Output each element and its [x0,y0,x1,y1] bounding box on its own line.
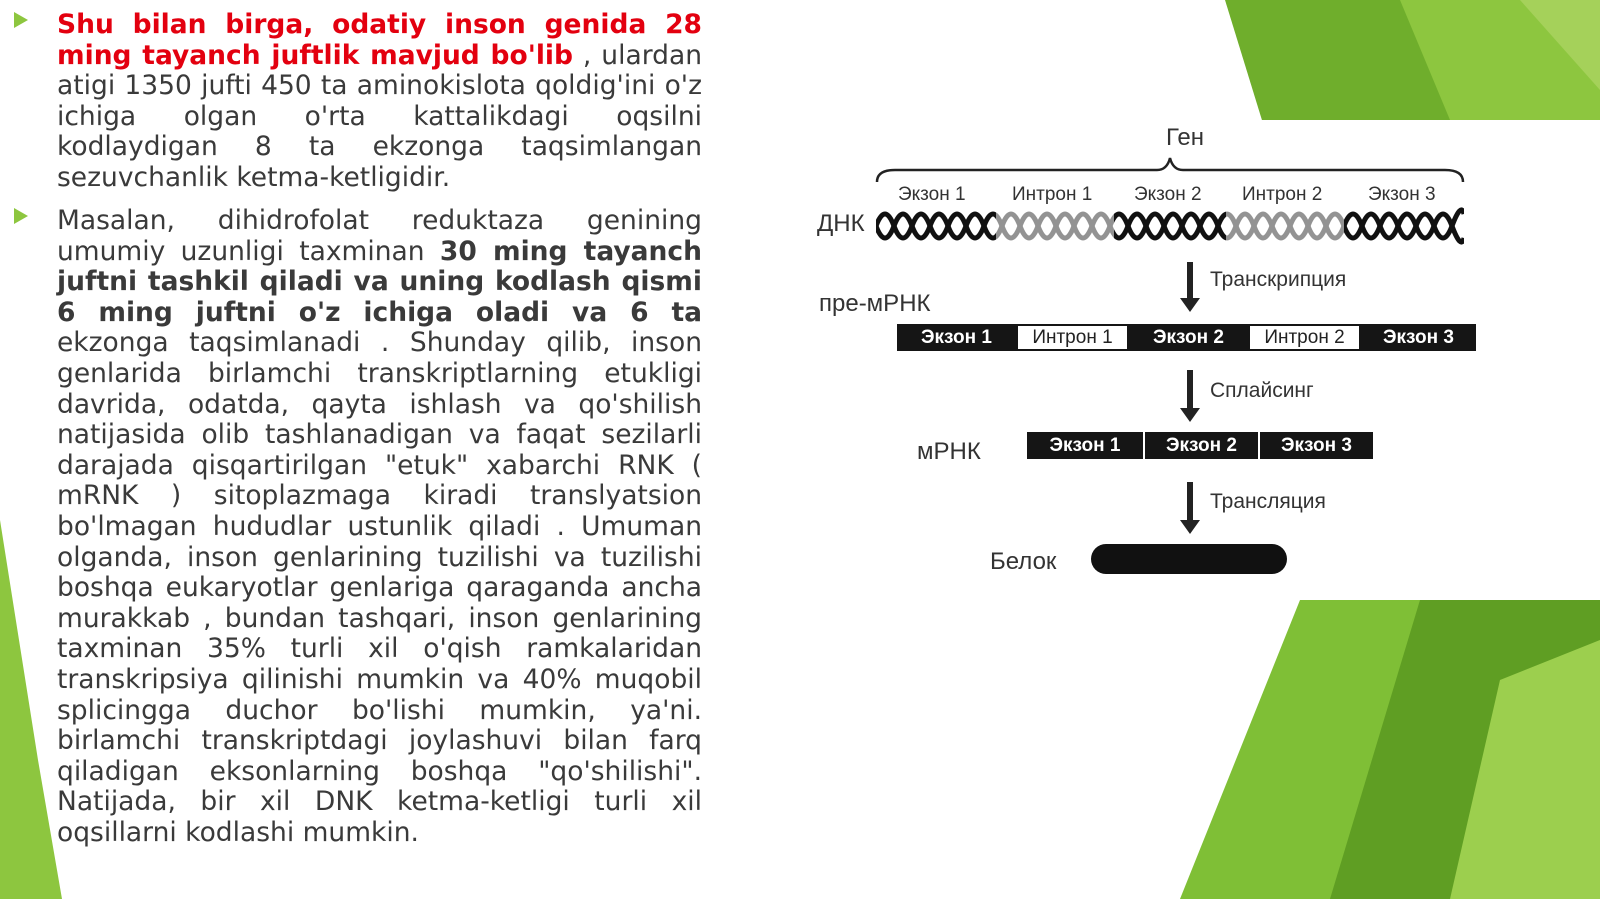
dna-segment-label: Экзон 1 [898,184,966,205]
down-arrow-icon [1187,370,1193,410]
pre-mrna-exon-1: Экзон 1 [897,324,1016,351]
pre-mrna-label: пре-мРНК [819,290,931,317]
dna-label: ДНК [817,210,865,237]
body-text: ekzonga taqsimlanadi . Shunday qilib, inson genlarida birlamchi transkriptlarning etukligi davrida, odatda, qayta ishlash va qo'shilish natijasida olib tashlanadigan va faqat sezilarli darajada qisqartirilgan "etuk" xabarchi RNK ( mRNK ) sitoplazmaga kiradi translyatsion bo'lmagan hududlar ustunlik qiladi . Umuman olganda, inson genlarining tuzilishi va tuzilishi boshqa eukaryotlar genlariga qaraganda ancha murakkab , bundan tashqari, inson genlarining taxminan 35% turli xil o'qish ramkalaridan transkripsiya qilinishi mumkin va 40% muqobil splicingga duchor bo'lishi mumkin, ya'ni. birlamchi transkriptdagi joylashuvi bilan farq qiladigan eksonlarning boshqa "qo'shilishi". Natijada, bir xil DNK ketma-ketligi turli xil oqsillarni kodlashi mumkin. [57,327,702,848]
dna-segment-label: Экзон 3 [1368,184,1436,205]
pre-mrna-intron-1: Интрон 1 [1016,324,1129,351]
body-text: Masalan, dihidrofolat reduktaza genining umumiy uzunligi taxminan [57,205,702,267]
dna-helix [876,206,1464,246]
dna-segment-label: Экзон 2 [1134,184,1202,205]
bullet-arrow-icon [14,12,28,28]
pre-mrna-exon-3: Экзон 3 [1361,324,1476,351]
protein-bar [1091,544,1287,574]
pre-mrna-exon-2: Экзон 2 [1129,324,1248,351]
paragraph-2 [57,206,702,848]
mrna-exon-3: Экзон 3 [1260,432,1373,459]
mrna-label: мРНК [917,438,981,465]
pre-mrna-intron-2: Интрон 2 [1248,324,1361,351]
mrna-exon-1: Экзон 1 [1027,432,1143,459]
down-arrow-icon [1187,482,1193,522]
splicing-label: Сплайсинг [1210,379,1314,402]
transcription-label: Транскрипция [1210,268,1347,291]
bold-text: 30 ming tayanch juftni tashkil qiladi va uning kodlash qismi 6 ming juftni o'z ichiga oladi va 6 ta [57,235,702,328]
mrna-exon-2: Экзон 2 [1145,432,1258,459]
gene-label: Ген [1166,124,1204,151]
gene-expression-diagram [790,120,1600,595]
down-arrow-icon [1187,262,1193,300]
highlight-red-text: Shu bilan birga, odatiy inson genida 28 ming tayanch juftlik mavjud bo'lib [57,9,702,71]
body-text: , ulardan atigi 1350 jufti 450 ta aminokislota qoldig'ini o'z ichiga olgan o'rta kattalikdagi oqsilni kodlaydigan 8 ta ekzonga taqsimlangan sezuvchanlik ketma-ketligidir. [57,39,702,193]
bullet-arrow-icon [14,208,28,224]
paragraph-1 [57,10,702,194]
translation-label: Трансляция [1210,490,1326,513]
gene-brace [875,156,1465,186]
dna-segment-label: Интрон 2 [1242,184,1323,205]
dna-segment-label: Интрон 1 [1012,184,1093,205]
protein-label: Белок [990,548,1057,575]
